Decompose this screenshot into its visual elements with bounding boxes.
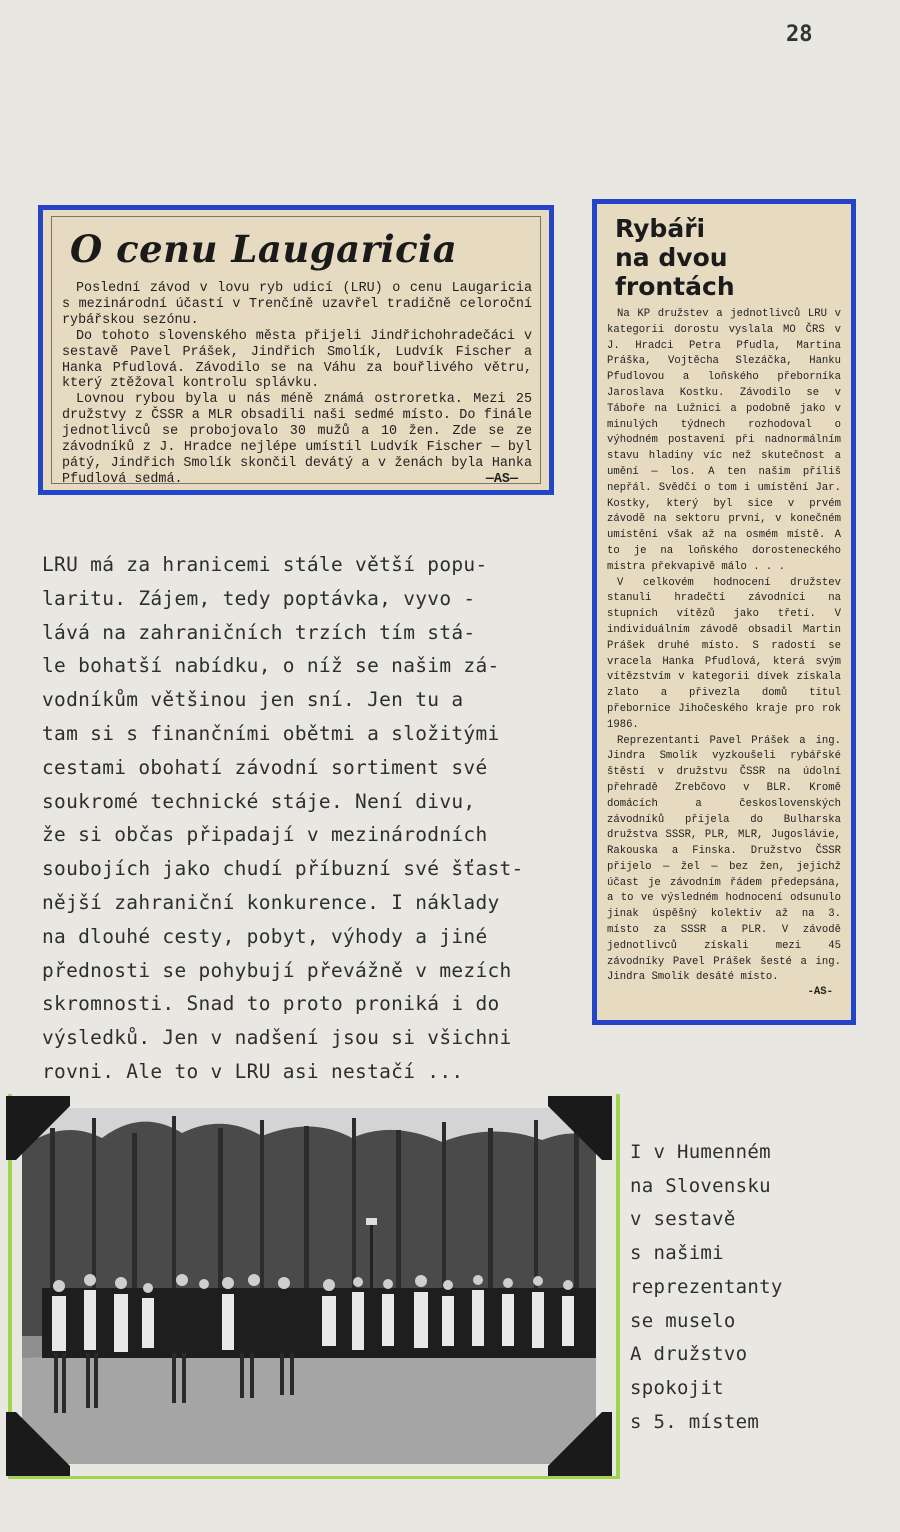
clipping-laugaricia-title: O cenu Laugaricia — [70, 227, 458, 271]
caption-line: reprezentanty — [630, 1275, 783, 1298]
typed-line: laritu. Zájem, tedy poptávka, vyvo - — [42, 586, 476, 610]
photo-corner-bottom-left — [6, 1412, 70, 1476]
typed-line: soubojích jako chudí příbuzní své šťast- — [42, 857, 524, 881]
typed-line: na dlouhé cesty, pobyt, výhody a jiné — [42, 924, 488, 948]
clipping-fronty-title-line2: na dvou frontách — [615, 243, 735, 301]
clipping-fronty-paragraph: V celkovém hodnocení družstev stanuli hradečtí závodníci na stupních vítězů jako třetí. V individuálním závodě obsadil Martin Prášek druhé místo. S radostí se vracela Hanka Pfudlová, která svým vítězstvím v kategorii dívek získala zlato a přivezla domů titul přebornice Jihočeského kraje pro rok 1986. — [607, 576, 841, 731]
typed-line: le bohatší nabídku, o níž se našim zá- — [42, 654, 500, 678]
caption-line: na Slovensku — [630, 1174, 771, 1197]
clipping-laugaricia — [38, 205, 554, 495]
clipping-fronty-title-line1: Rybáři — [615, 214, 706, 243]
typed-line: lává na zahraničních trzích tím stá- — [42, 620, 476, 644]
group-photo — [22, 1108, 596, 1464]
typed-commentary — [42, 548, 602, 1089]
typed-line: přednosti se pohybují převážně v mezích — [42, 958, 512, 982]
clipping-laugaricia-paragraph: Do tohoto slovenského města přijeli Jindřichohradečáci v sestavě Pavel Prášek, Jindřich Smolík, Ludvík Fischer a Hanka Pfudlová. Závodilo se na Váhu za bouřlivého větru, který ztěžoval kontrolu splávku. — [62, 328, 532, 392]
typed-line: cestami obohatí závodní sortiment své — [42, 755, 488, 779]
photo-corner-top-right — [548, 1096, 612, 1160]
clipping-fronty-signature: -AS- — [807, 986, 833, 999]
caption-line: spokojit — [630, 1376, 724, 1399]
photo-corner-top-left — [6, 1096, 70, 1160]
typed-line: nější zahraniční konkurence. I náklady — [42, 890, 500, 914]
page-number: 28 — [786, 22, 813, 47]
clipping-fronty-paragraph: Reprezentanti Pavel Prášek a ing. Jindra Smolík vyzkoušeli rybářské štěstí v družstvu ČSSR na údolní přehradě Zrebčovo v BLR. Kromě domácích a československých závodníků přijela do Bulharska družstva SSSR, PLR, MLR, Jugoslávie, Rakouska a Finska. Družstvo ČSSR přijelo — žel — bez žen, jejichž účast je závodním řádem předepsána, a to ve výsledném hodnocení odsunulo jinak úspěšný kolektiv až na 3. místo za SSSR a PLR. V závodě jednotlivců získali mezi 45 závodníky Pavel Prášek šesté a ing. Jindra Smolík desáté místo. — [607, 734, 841, 984]
typed-line: rovni. Ale to v LRU asi nestačí ... — [42, 1059, 464, 1083]
caption-line: se muselo — [630, 1309, 736, 1332]
typed-line: vodníkům většinou jen sní. Jen tu a — [42, 688, 464, 712]
typed-line: že si občas připadají v mezinárodních — [42, 823, 488, 847]
clipping-laugaricia-paragraph: Poslední závod v lovu ryb udicí (LRU) o cenu Laugaricia s mezinárodní účastí v Trenčíně uzavřel tradičně celoroční rybářskou sezónu. — [62, 281, 532, 328]
typed-line: výsledků. Jen v nadšení jsou si všichni — [42, 1026, 512, 1050]
caption-line: I v Humenném — [630, 1141, 771, 1163]
typed-line: skromnosti. Snad to proto proniká i do — [42, 992, 500, 1016]
clipping-laugaricia-paragraph: Lovnou rybou byla u nás méně známá ostroretka. Mezi 25 družstvy z ČSSR a MLR obsadili naši sedmé místo. Do finále jednotlivců se probojovalo 30 mužů a 10 žen. Zde se ze závodníků z J. Hradce nejlépe umístil Ludvík Fischer — byl pátý, Jindřich Smolík skončil devátý a v ženách byla Hanka Pfudlová sedmá. — [62, 392, 532, 487]
caption-line: s našimi — [630, 1242, 724, 1265]
clipping-fronty — [592, 199, 856, 1025]
photo-corner-bottom-right — [548, 1412, 612, 1476]
clipping-laugaricia-signature: —AS— — [485, 471, 518, 487]
typed-line: LRU má za hranicemi stále větší popu- — [42, 553, 488, 576]
clipping-fronty-paragraph: Na KP družstev a jednotlivců LRU v kategorii dorostu vyslala MO ČRS v J. Hradci Petra Pfudla, Martina Práška, Vojtěcha Slezáčka, Hanku Pfudlovou a loňského přeborníka Jaroslava Kostku. Závodilo se v Táboře na Lužnici a podobně jako v minulých týdnech rozhodoval o výhodném postavení při nadnormálním stavu hladiny víc než skutečnost a umění — los. A ten našim příliš nepřál. Svědčí o tom i umístění Jar. Kostky, který byl sice v prvém závodě na sektoru první, v konečném umístění však až na osmém místě. A to je na loňského dorosteneckého mistra překvapivě málo . . . — [607, 308, 841, 573]
photo-caption — [630, 1136, 890, 1439]
caption-line: s 5. místem — [630, 1410, 760, 1433]
caption-line: A družstvo — [630, 1343, 748, 1366]
typed-line: soukromé technické stáje. Není divu, — [42, 789, 476, 813]
caption-line: v sestavě — [630, 1208, 736, 1231]
typed-line: tam si s finančními obětmi a složitými — [42, 721, 500, 745]
clipping-fronty-title — [615, 214, 841, 301]
